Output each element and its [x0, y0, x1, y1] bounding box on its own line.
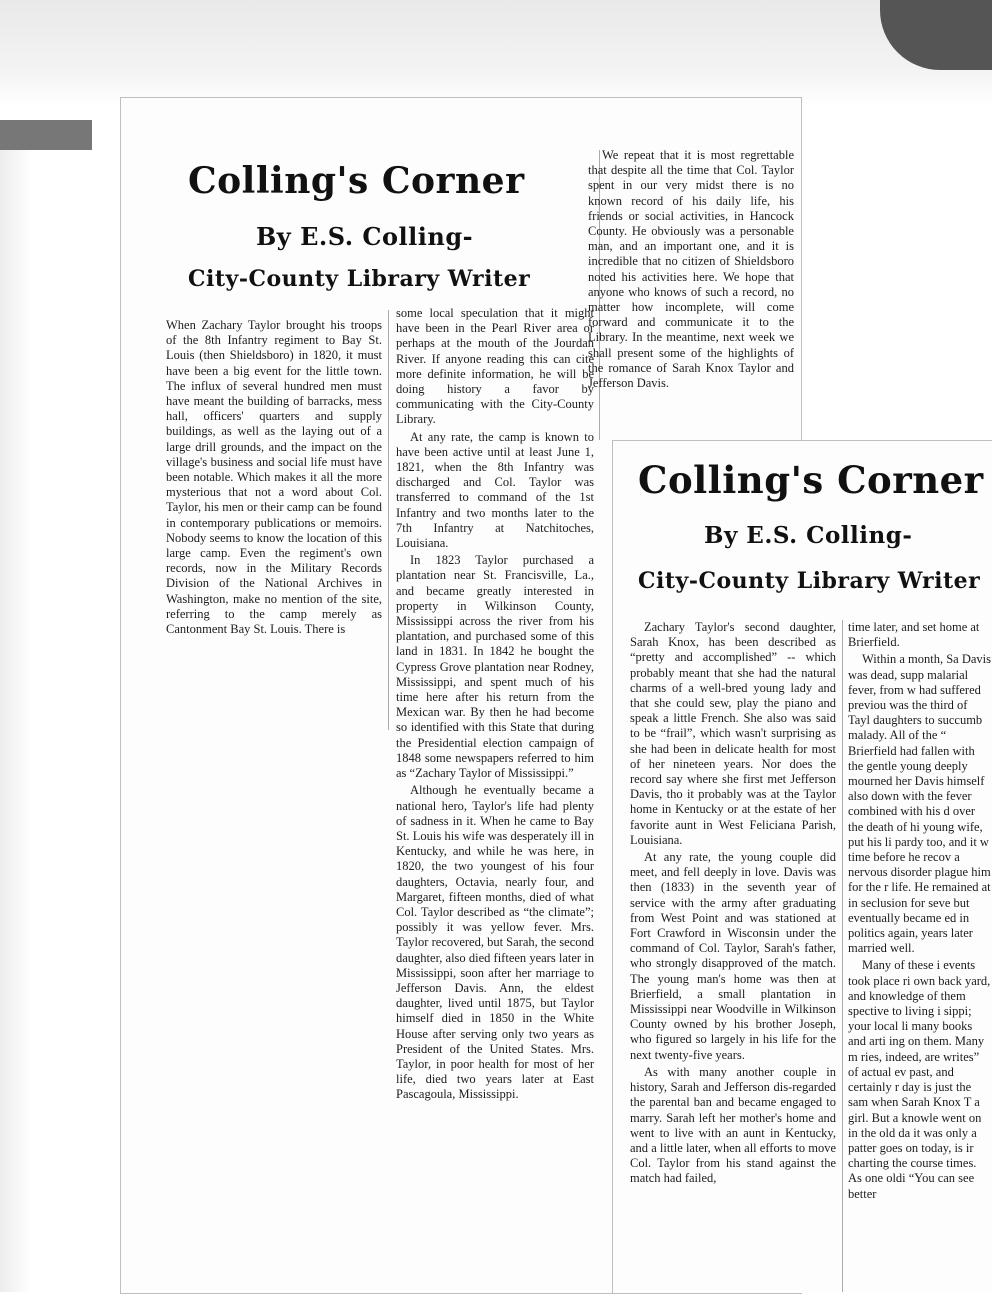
- paragraph: In 1823 Taylor purchased a plantation near St. Francisville, La., and became greatly interested in property in Wilkinson County, Mississippi across the river from his plantation, and purchased some of this land in 1831. In 1842 he bought the Cypress Grove plantation near Rodney, Mississippi, and spent much of his time here after his return from the Mexican war. By then he had become so identified with this State that during the Presidential election campaign of 1848 some newspapers referred to him as “Zachary Taylor of Mississippi.”: [396, 553, 594, 781]
- clipping-2-column-2: [848, 620, 992, 1292]
- clipping-1-subtitle: City-County Library Writer: [188, 266, 531, 292]
- scan-background-top: [0, 0, 992, 105]
- paragraph: We repeat that it is most regrettable that despite all the time that Col. Taylor spent in our very midst there is no known record of his daily life, his friends or social activities, in Hancock County. He obviously was a personable man, and an important one, and it is incredible that no citizen of Shieldsboro noted his activities here. We hope that anyone who knows of such a record, no matter how incomplete, will come forward and communicate it to the Library. In the meantime, next week we shall present some of the highlights of the romance of Sarah Knox Taylor and Jefferson Davis.: [588, 148, 794, 391]
- column-divider: [842, 620, 843, 1292]
- paragraph: At any rate, the camp is known to have been active until at least June 1, 1821, when the 8th Infantry was discharged and Col. Taylor was transferred to command of the 1st Infantry and two months later to the 7th Infantry at Natchitoches, Louisiana.: [396, 429, 594, 551]
- scan-edge-strip: [0, 150, 32, 1292]
- paragraph: Zachary Taylor's second daughter, Sarah Knox, has been described as “pretty and accomplished” -- which probably meant that she had the natural charms of a well-bred young lady and that she could sew, play the piano and speak a little French. She also was said to be “frail”, which wasn't surprising as she had been in delicate health for most of her nineteen years. Nor does the record say where she first met Jefferson Davis, tho it probably was at the Taylor home in Kentucky or at the estate of her favorite aunt in West Feliciana Parish, Louisiana.: [630, 620, 836, 847]
- clipping-2-column-1: [630, 620, 836, 1292]
- scan-edge-bar: [0, 120, 92, 150]
- clipping-1-column-3: [588, 148, 794, 434]
- paragraph: When Zachary Taylor brought his troops of the 8th Infantry regiment to Bay St. Louis (then Shieldsboro) in 1820, it must have been a big event for the little town. The influx of several hundred men must have meant the building of barracks, mess hall, officers' quarters and supply buildings, as well as the laying out of a large drill grounds, and the impact on the village's business and social life must have been notable. Which makes it all the more mysterious that not a word about Col. Taylor, his men or their camp can be found in contemporary publications or memoirs. Nobody seems to know the location of this large camp. Even the regiment's own records, now in the Military Records Division of the National Archives in Washington, make no mention of the site, referring to the camp merely as Cantonment Bay St. Louis. There is: [166, 318, 382, 637]
- clipping-1-headline: Colling's Corner: [188, 160, 525, 202]
- paragraph: Although he eventually became a national hero, Taylor's life had plenty of sadness in it. When he came to Bay St. Louis his wife was desperately ill in Kentucky, and while he was here, in 1820, the two youngest of his four daughters, Octavia, nearly four, and Margaret, fifteen months, died of what Col. Taylor described as “the climate”; possibly it was yellow fever. Mrs. Taylor recovered, but Sarah, the second daughter, also died fifteen years later in Mississippi, soon after her marriage to Jefferson Davis. Ann, the eldest daughter, lived until 1875, but Taylor himself died in 1850 in the White House after serving only two years as President of the United States. Mrs. Taylor, in poor health for most of her life, died two years later at East Pascagoula, Mississippi.: [396, 783, 594, 1102]
- paragraph: time later, and set home at Brierfield.: [848, 620, 980, 650]
- paragraph: As with many another couple in history, Sarah and Jefferson dis-regarded the parental ban and became engaged to marry. Sarah left her mother's home and went to live with an aunt in Kentucky, and a little later, when all efforts to move Col. Taylor from his stand against the match had failed,: [630, 1064, 836, 1186]
- paragraph: Many of these i events took place ri own back yard, and knowledge of them spective to living i sippi; your local li many books and arti ing on them. Many m ries, indeed, are writes” of actual ev past, and certainly r day is just the sam when Sarah Knox T a girl. But a knowle went on in the old da it was only a patter goes on today, is ir charting the course times. As one oldi “You can see better: [848, 958, 991, 1201]
- paragraph: At any rate, the young couple did meet, and fell deeply in love. Davis was then (1833) in the seventh year of service with the army after graduating from West Point and was stationed at Fort Crawford in Wisconsin under the command of Col. Taylor, Sarah's father, who strongly disapproved of the match. The young man's home was then at Brierfield, a small plantation in Mississippi near Woodville in Wilkinson County owned by his brother Joseph, who figured so largely in his life for the next twenty-five years.: [630, 850, 836, 1062]
- column-divider: [388, 310, 389, 730]
- clipping-2-byline: By E.S. Colling-: [704, 522, 913, 549]
- clipping-2-headline: Colling's Corner: [638, 458, 984, 502]
- clipping-1-byline: By E.S. Colling-: [256, 222, 474, 251]
- clipping-2-subtitle: City-County Library Writer: [638, 568, 981, 594]
- clipping-1-column-1: [166, 318, 382, 718]
- clipping-1-column-2: [396, 306, 594, 1214]
- paragraph: Within a month, Sa Davis was dead, supp malarial fever, from w had suffered previou was the third of Tayl daughters to succumb malady. All of the “ Brierfield had fallen with the gentle young deeply mourned her Davis himself also down with the fever combined with his d over the death of hi young wife, put his li pardy too, and it w time before he recov a nervous disorder plague him for the r life. He remained at in seclusion for seve but eventually became ed in politics again, years later married well.: [848, 652, 991, 956]
- paragraph: some local speculation that it might have been in the Pearl River area or perhaps at the mouth of the Jourdan River. If anyone reading this can cite more definite information, he will be doing history a favor by communicating with the City-County Library.: [396, 306, 594, 427]
